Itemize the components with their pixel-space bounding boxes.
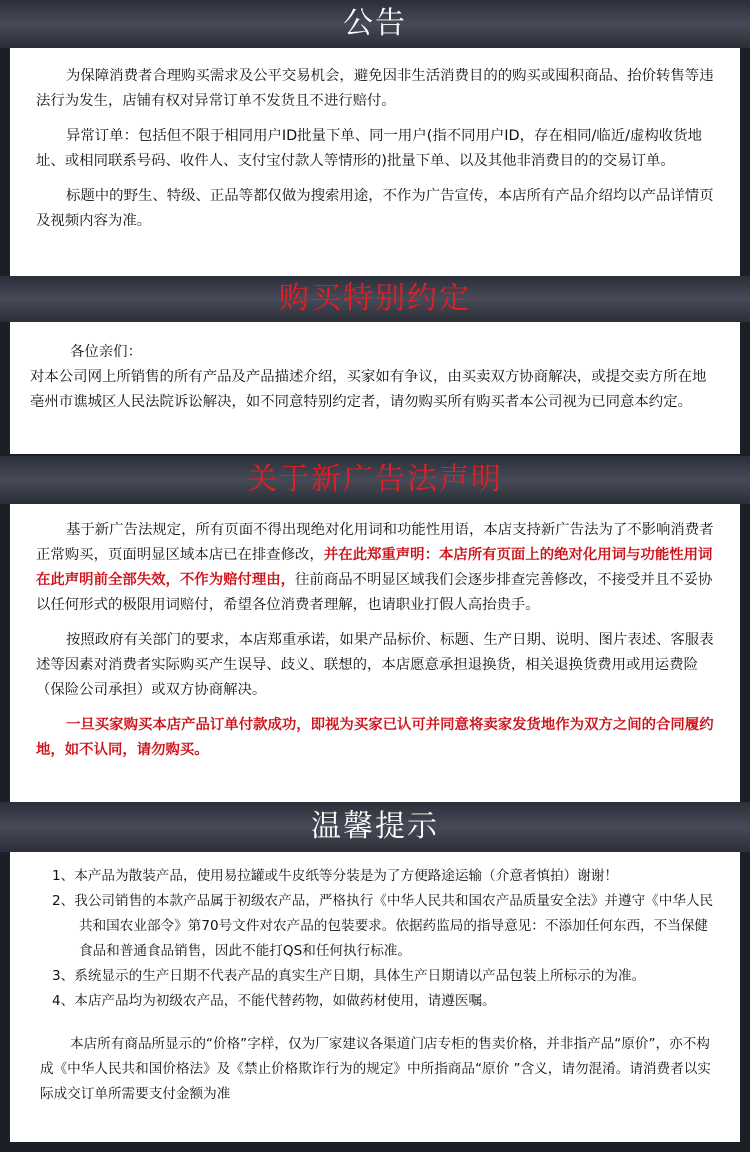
notice-panel xyxy=(10,48,740,276)
agreement-title: 购买特别约定 xyxy=(279,281,471,316)
tips-list xyxy=(52,864,720,1014)
list-item: 1、本产品为散装产品，使用易拉罐或牛皮纸等分装是为了方便路途运输（介意者慎拍）谢谢！ xyxy=(52,868,618,884)
adlaw-header xyxy=(0,456,750,504)
adlaw-panel xyxy=(10,504,740,802)
list-item: 2、我公司销售的本款产品属于初级农产品，严格执行《中华人民共和国农产品质量安全法》并遵守《中华人民共和国农业部令》第70号文件对农产品的包装要求。依据药监局的指导意见：不添加任何东西，不当保健食品和普通食品销售，因此不能打QS和任何执行标准。 xyxy=(52,893,714,959)
agreement-panel xyxy=(10,322,740,454)
list-item: 3、系统显示的生产日期不代表产品的真实生产日期，具体生产日期请以产品包装上所标示的为准。 xyxy=(52,968,646,984)
adlaw-p1-tail: 往前商品不明显区域我们会逐步排查完善修改，不接受并且不妥协以任何形式的极限用词赔付，希望各位消费者理解，也请职业打假人高抬贵手。 xyxy=(36,572,713,613)
adlaw-paragraph-1 xyxy=(36,518,720,618)
notice-header xyxy=(0,0,750,48)
adlaw-p1-emphasis: 并在此郑重声明：本店所有页面上的绝对化用词与功能性用词在此声明前全部失效，不作为赔付理由， xyxy=(36,547,713,588)
notice-paragraph-2: 异常订单：包括但不限于相同用户ID批量下单、同一用户(指不同用户ID，存在相同/临近/虚构收货地址、或相同联系号码、收件人、支付宝付款人等情形的)批量下单、以及其他非消费目的的交易订单。 xyxy=(36,128,702,169)
tips-title: 温馨提示 xyxy=(311,809,439,844)
agreement-body: 对本公司网上所销售的所有产品及产品描述介绍，买家如有争议，由买卖双方协商解决，或提交卖方所在地亳州市谯城区人民法院诉讼解决，如不同意特别约定者，请勿购买所有购买者本公司视为已同意本约定。 xyxy=(30,369,707,410)
notice-paragraph-3: 标题中的野生、特级、正品等都仅做为搜索用途，不作为广告宣传，本店所有产品介绍均以产品详情页及视频内容为准。 xyxy=(36,188,714,229)
notice-title: 公告 xyxy=(343,6,407,41)
adlaw-paragraph-3: 一旦买家购买本店产品订单付款成功，即视为买家已认可并同意将卖家发货地作为双方之间的合同履约地，如不认同，请勿购买。 xyxy=(36,717,714,758)
agreement-greeting: 各位亲们： xyxy=(70,344,142,360)
notice-paragraph-1: 为保障消费者合理购买需求及公平交易机会，避免因非生活消费目的的购买或囤积商品、抬价转售等违法行为发生，店铺有权对异常订单不发货且不进行赔付。 xyxy=(36,68,714,109)
agreement-header xyxy=(0,276,750,322)
adlaw-title: 关于新广告法声明 xyxy=(247,462,503,497)
adlaw-paragraph-2: 按照政府有关部门的要求，本店郑重承诺，如果产品标价、标题、生产日期、说明、图片表述、客服表述等因素对消费者实际购买产生误导、歧义、联想的，本店愿意承担退换货，相关退换货费用或用运费险（保险公司承担）或双方协商解决。 xyxy=(36,632,714,698)
price-note: 本店所有商品所显示的“价格”字样，仅为厂家建议各渠道门店专柜的售卖价格，并非指产品“原价”，亦不构成《中华人民共和国价格法》及《禁止价格欺诈行为的规定》中所指商品“原价 ”含义，请勿混淆。请消费者以实际成交订单所需要支付金额为准 xyxy=(40,1036,711,1102)
tips-panel xyxy=(10,852,740,1142)
tips-header xyxy=(0,802,750,852)
list-item: 4、本店产品均为初级农产品，不能代替药物，如做药材使用，请遵医嘱。 xyxy=(52,993,496,1009)
adlaw-p1-lead: 基于新广告法规定，所有页面不得出现绝对化用词和功能性用语，本店支持新广告法为了不影响消费者正常购买，页面明显区域本店已在排查修改， xyxy=(36,522,714,563)
